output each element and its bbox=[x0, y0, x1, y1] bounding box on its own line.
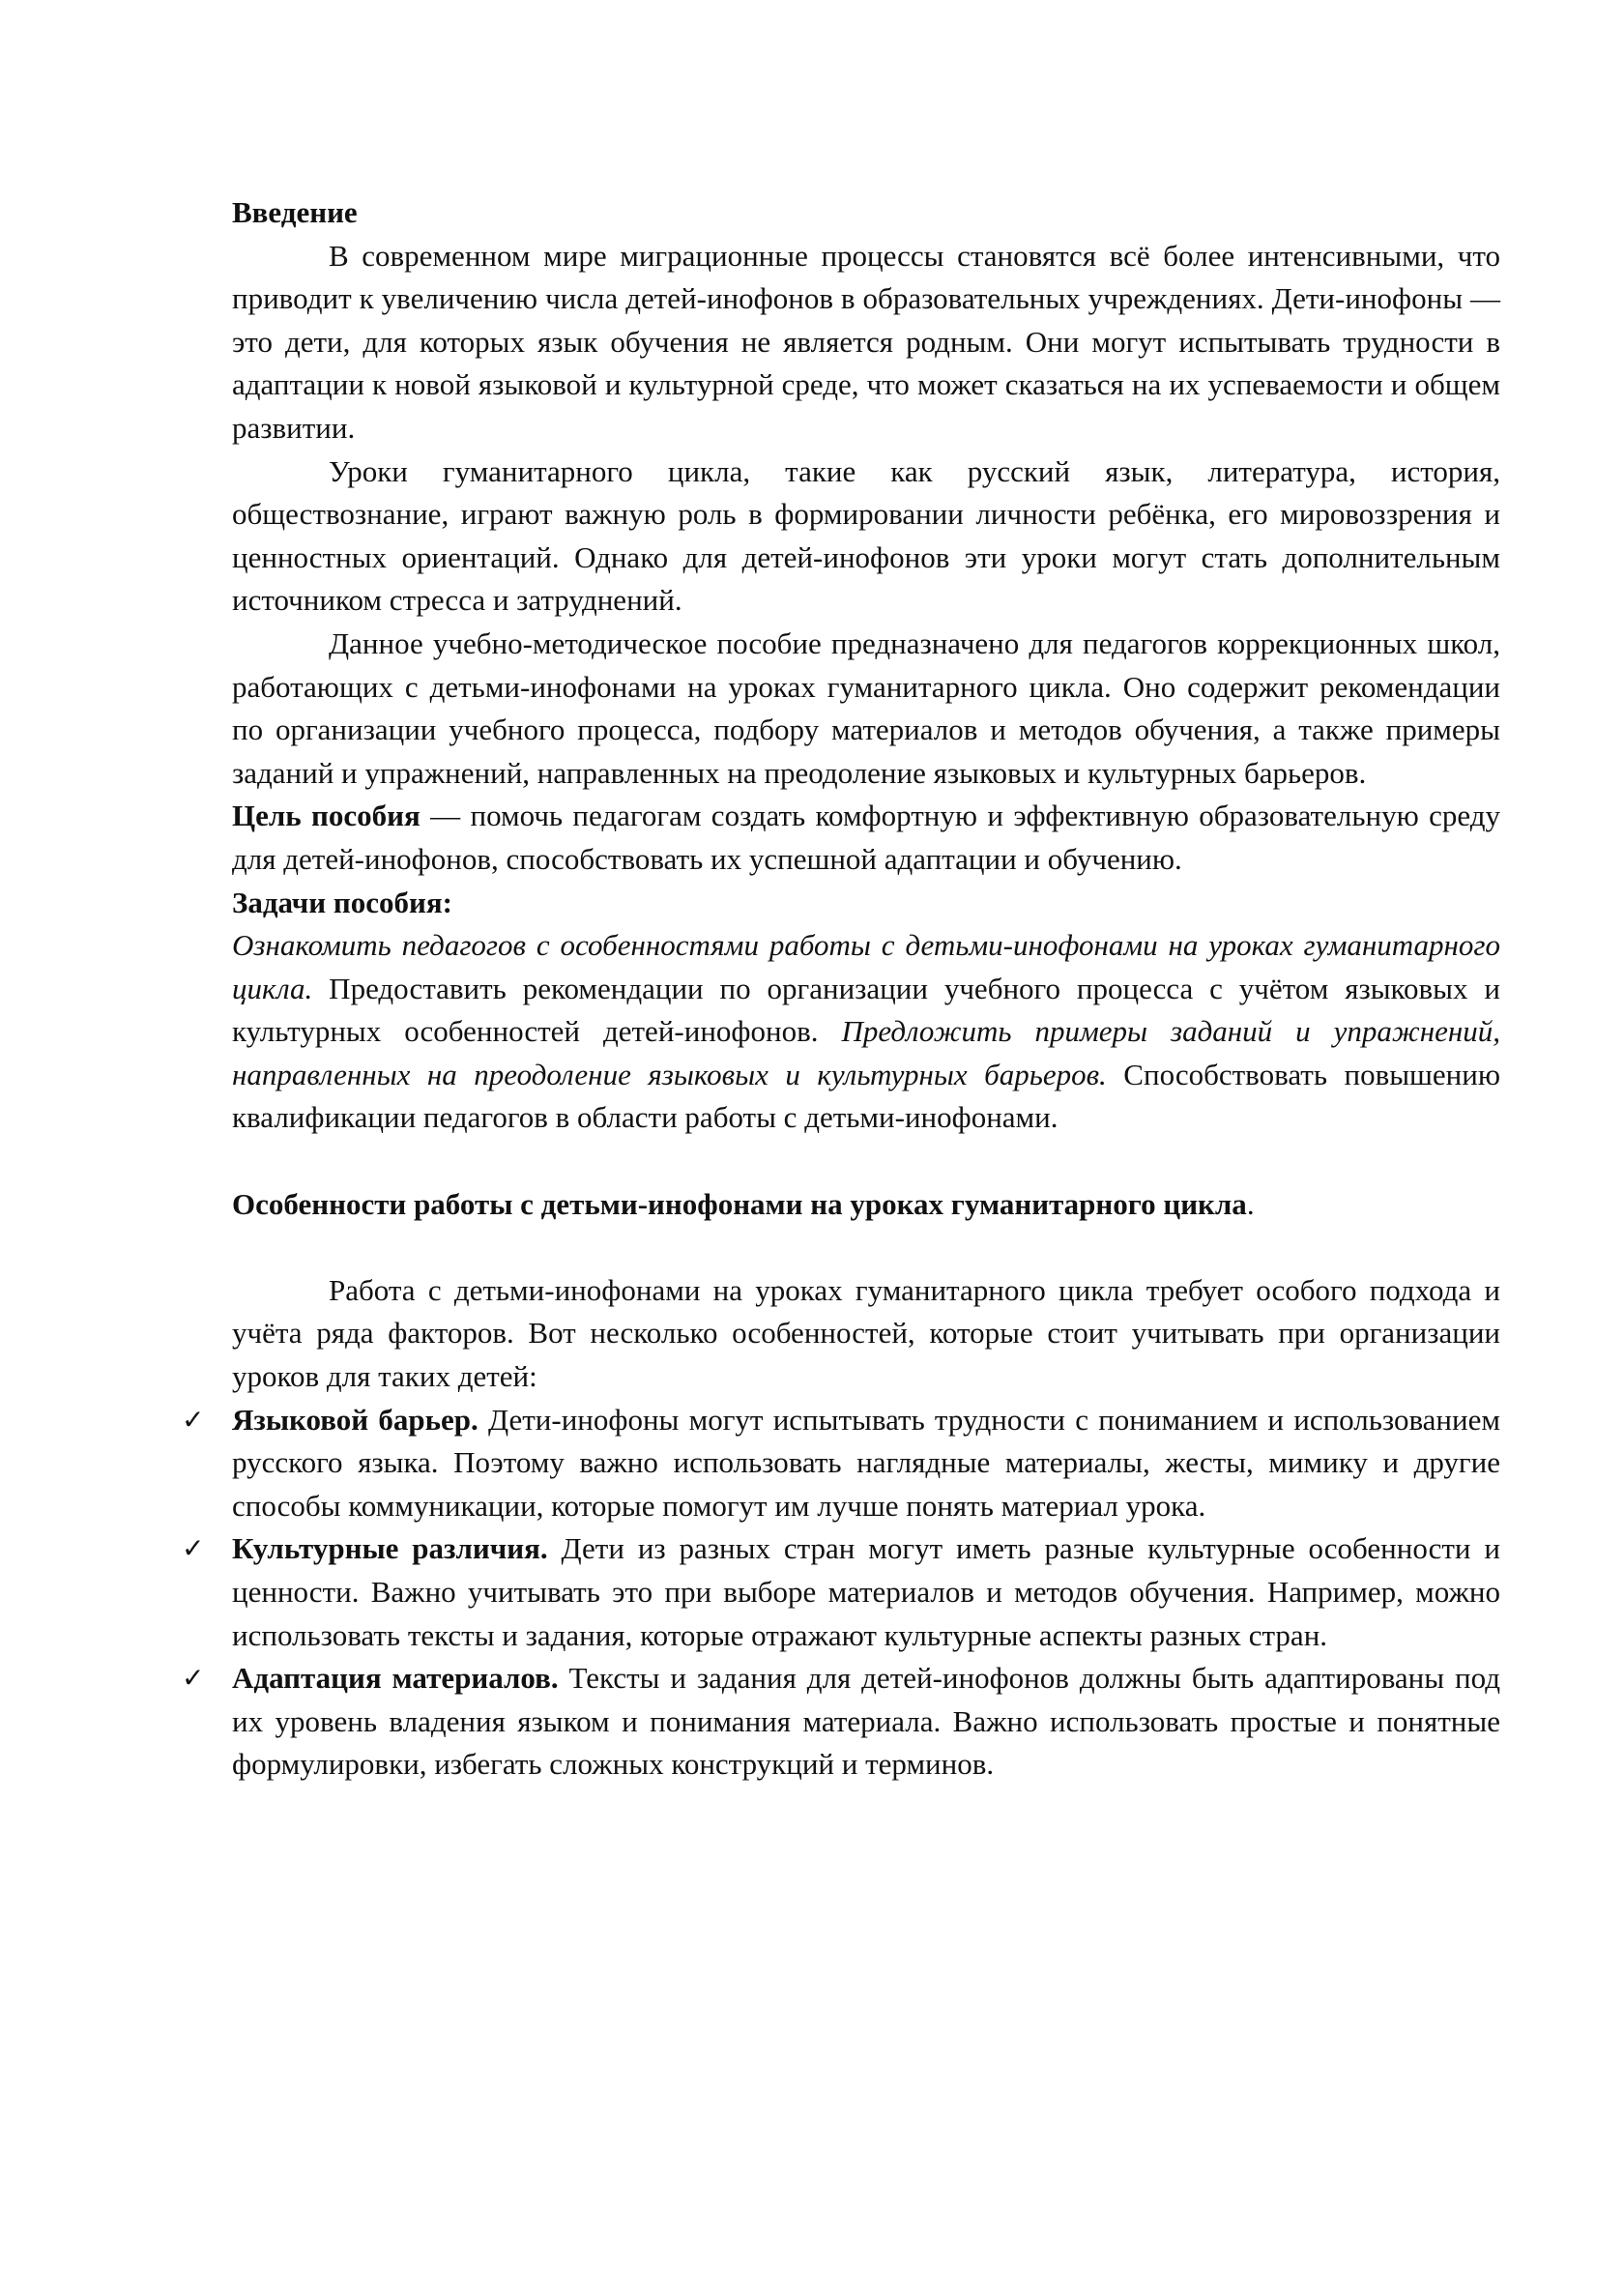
intro-paragraph-1: В современном мире миграционные процессы становятся всё более интенсивными, что приводит к увеличению числа детей-инофонов в образовательных учреждениях. Дети-инофоны — это дети, для которых язык обучения не является родным. Они могут испытывать трудности в адаптации к новой языковой и культурной среде, что может сказаться на их успеваемости и общем развитии. bbox=[232, 238, 1500, 445]
section-heading-text: Особенности работы с детьми-инофонами на уроках гуманитарного цикла bbox=[232, 1186, 1247, 1221]
list-item bbox=[182, 1399, 1500, 1528]
section-heading bbox=[232, 1183, 1500, 1227]
intro-heading: Введение bbox=[232, 195, 358, 229]
goal-label: Цель пособия bbox=[232, 799, 420, 833]
list-item-text: Дети-инофоны могут испытывать трудности с пониманием и использованием русского языка. Поэтому важно использовать наглядные материалы, жесты, мимику и другие способы коммуникации, которые помогут им лучше понять материал урока. bbox=[232, 1402, 1500, 1523]
tasks-heading: Задачи пособия: bbox=[232, 885, 452, 919]
list-item-text: Тексты и задания для детей-инофонов должны быть адаптированы под их уровень владения языком и понимания материала. Важно использовать простые и понятные формулировки, избегать сложных конструкций и терминов. bbox=[232, 1661, 1500, 1782]
checkmark-icon: ✓ bbox=[182, 1532, 205, 1565]
intro-paragraph-2: Уроки гуманитарного цикла, такие как русский язык, литература, история, обществознание, играют важную роль в формировании личности ребёнка, его мировоззрения и ценностных ориентаций. Однако для детей-инофонов эти уроки могут стать дополнительным источником стресса и затруднений. bbox=[232, 453, 1500, 618]
goal-text: — помочь педагогам создать комфортную и эффективную образовательную среду для детей-инофонов, способствовать их успешной адаптации и обучению. bbox=[232, 799, 1500, 876]
section-lead-paragraph: Работа с детьми-инофонами на уроках гуманитарного цикла требует особого подхода и учёта ряда факторов. Вот несколько особенностей, которые стоит учитывать при организации уроков для таких детей: bbox=[232, 1272, 1500, 1394]
task-2: Предоставить рекомендации по организации учебного процесса с учётом языковых и культурных особенностей детей-инофонов. bbox=[232, 971, 1500, 1049]
features-list bbox=[182, 1399, 1500, 1787]
list-item-title: Языковой барьер. bbox=[232, 1402, 478, 1437]
task-3: Предложить примеры заданий и упражнений, направленных на преодоление языковых и культурных барьеров. bbox=[232, 1014, 1500, 1091]
list-item bbox=[182, 1527, 1500, 1657]
spacer bbox=[232, 1226, 1500, 1269]
document-page bbox=[182, 191, 1501, 1787]
spacer bbox=[232, 1140, 1500, 1183]
list-item-text: Дети из разных стран могут иметь разные культурные особенности и ценности. Важно учитывать это при выборе материалов и методов обучения. Например, можно использовать тексты и задания, которые отражают культурные аспекты разных стран. bbox=[232, 1531, 1500, 1652]
section-heading-period: . bbox=[1246, 1186, 1255, 1221]
task-1: Ознакомить педагогов с особенностями работы с детьми-инофонами на уроках гуманитарного цикла. bbox=[232, 928, 1500, 1005]
goal-paragraph bbox=[232, 795, 1500, 881]
checkmark-icon: ✓ bbox=[182, 1662, 205, 1695]
list-item-title: Адаптация материалов. bbox=[232, 1661, 559, 1696]
tasks-paragraph bbox=[232, 924, 1500, 1140]
checkmark-icon: ✓ bbox=[182, 1403, 205, 1436]
list-item-title: Культурные различия. bbox=[232, 1531, 548, 1566]
intro-paragraph-3: Данное учебно-методическое пособие предназначено для педагогов коррекционных школ, работающих с детьми-инофонами на уроках гуманитарного цикла. Оно содержит рекомендации по организации учебного процесса, подбору материалов и методов обучения, а также примеры заданий и упражнений, направленных на преодоление языковых и культурных барьеров. bbox=[232, 625, 1500, 790]
task-4: Способствовать повышению квалификации педагогов в области работы с детьми-инофонами. bbox=[232, 1057, 1501, 1135]
list-item bbox=[182, 1657, 1500, 1787]
